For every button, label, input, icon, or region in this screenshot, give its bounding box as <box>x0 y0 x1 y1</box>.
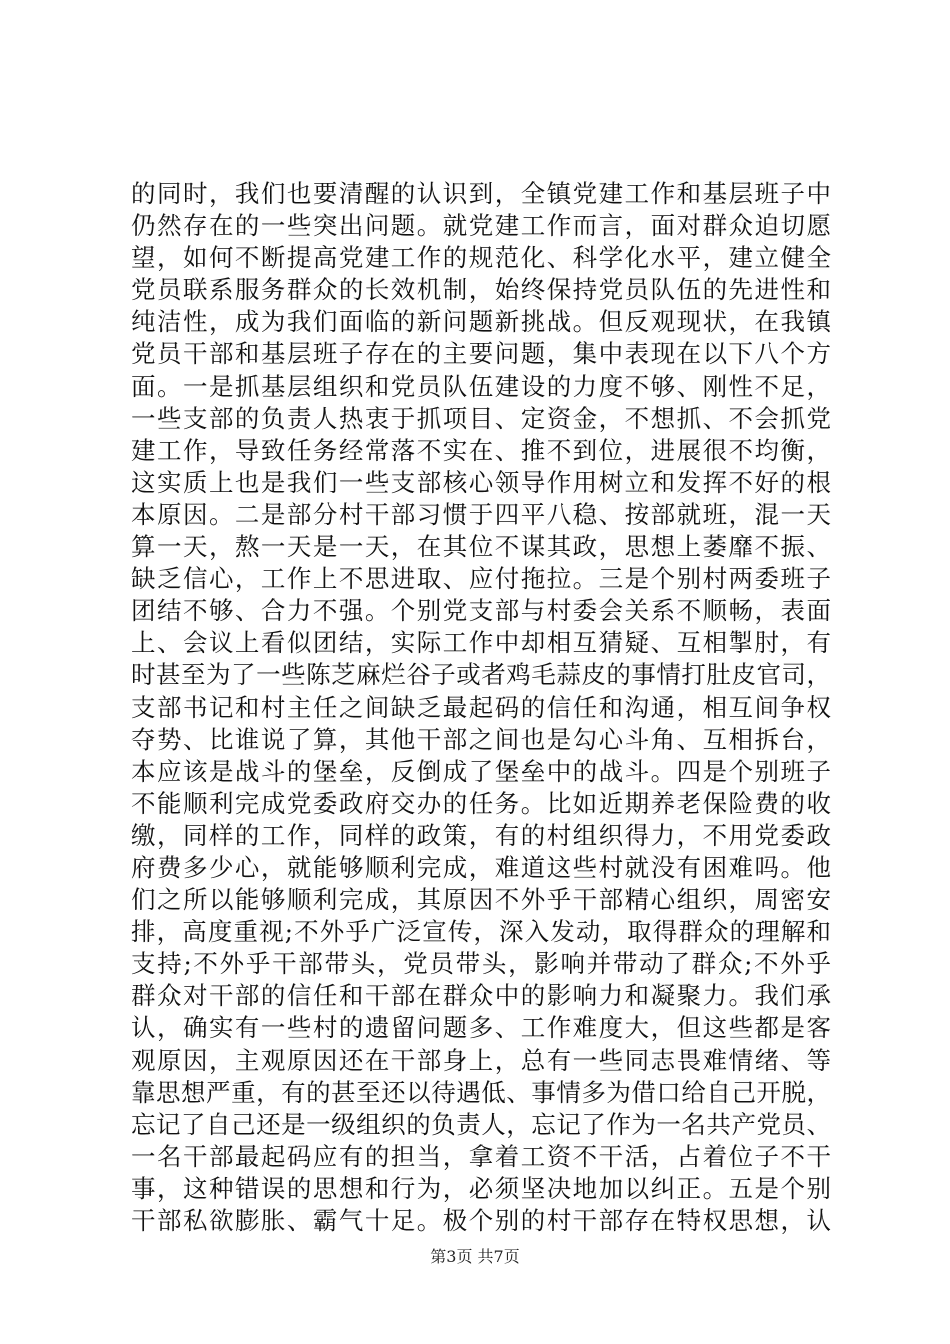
text-line: 事，这种错误的思想和行为，必须坚决地加以纠正。五是个别 <box>131 1173 831 1203</box>
text-line: 纯洁性，成为我们面临的新问题新挑战。但反观现状，在我镇 <box>131 307 831 337</box>
text-line: 们之所以能够顺利完成，其原因不外乎干部精心组织，周密安 <box>131 885 831 915</box>
text-line: 一名干部最起码应有的担当，拿着工资不干活，占着位子不干 <box>131 1141 831 1171</box>
text-line: 团结不够、合力不强。个别党支部与村委会关系不顺畅，表面 <box>131 596 831 626</box>
text-line: 望，如何不断提高党建工作的规范化、科学化水平，建立健全 <box>131 243 831 273</box>
text-line: 支持;不外乎干部带头，党员带头，影响并带动了群众;不外乎 <box>131 949 831 979</box>
text-line: 算一天，熬一天是一天，在其位不谋其政，思想上萎靡不振、 <box>131 532 831 562</box>
text-line: 一些支部的负责人热衷于抓项目、定资金，不想抓、不会抓党 <box>131 403 831 433</box>
text-line: 观原因，主观原因还在干部身上，总有一些同志畏难情绪、等 <box>131 1045 831 1075</box>
text-line: 府费多少心，就能够顺利完成，难道这些村就没有困难吗。他 <box>131 852 831 882</box>
text-line: 的同时，我们也要清醒的认识到，全镇党建工作和基层班子中 <box>131 179 831 208</box>
text-line: 认，确实有一些村的遗留问题多、工作难度大，但这些都是客 <box>131 1013 831 1043</box>
text-line: 不能顺利完成党委政府交办的任务。比如近期养老保险费的收 <box>131 788 831 818</box>
page-footer: 第3页 共7页 <box>430 1247 520 1266</box>
text-line: 排，高度重视;不外乎广泛宣传，深入发动，取得群众的理解和 <box>131 917 831 947</box>
text-line: 党员干部和基层班子存在的主要问题，集中表现在以下八个方 <box>131 339 831 369</box>
text-line: 靠思想严重，有的甚至还以待遇低、事情多为借口给自己开脱， <box>131 1077 831 1107</box>
text-line: 干部私欲膨胀、霸气十足。极个别的村干部存在特权思想，认 <box>131 1206 831 1235</box>
text-line: 面。一是抓基层组织和党员队伍建设的力度不够、刚性不足， <box>131 371 831 401</box>
text-line: 建工作，导致任务经常落不实在、推不到位，进展很不均衡， <box>131 435 831 465</box>
text-line: 仍然存在的一些突出问题。就党建工作而言，面对群众迫切愿 <box>131 211 831 241</box>
text-line: 本原因。二是部分村干部习惯于四平八稳、按部就班，混一天 <box>131 499 831 529</box>
text-line: 党员联系服务群众的长效机制，始终保持党员队伍的先进性和 <box>131 275 831 305</box>
text-line: 群众对干部的信任和干部在群众中的影响力和凝聚力。我们承 <box>131 981 831 1011</box>
body-paragraph <box>131 178 831 1237</box>
text-line: 缺乏信心，工作上不思进取、应付拖拉。三是个别村两委班子 <box>131 564 831 594</box>
text-line: 这实质上也是我们一些支部核心领导作用树立和发挥不好的根 <box>131 467 831 497</box>
text-line: 上、会议上看似团结，实际工作中却相互猜疑、互相掣肘，有 <box>131 628 831 658</box>
text-line: 本应该是战斗的堡垒，反倒成了堡垒中的战斗。四是个别班子 <box>131 756 831 786</box>
text-line: 时甚至为了一些陈芝麻烂谷子或者鸡毛蒜皮的事情打肚皮官司， <box>131 660 831 690</box>
text-line: 夺势、比谁说了算，其他干部之间也是勾心斗角、互相拆台， <box>131 724 831 754</box>
text-line: 忘记了自己还是一级组织的负责人，忘记了作为一名共产党员、 <box>131 1109 831 1139</box>
text-line: 缴，同样的工作，同样的政策，有的村组织得力，不用党委政 <box>131 820 831 850</box>
text-line: 支部书记和村主任之间缺乏最起码的信任和沟通，相互间争权 <box>131 692 831 722</box>
